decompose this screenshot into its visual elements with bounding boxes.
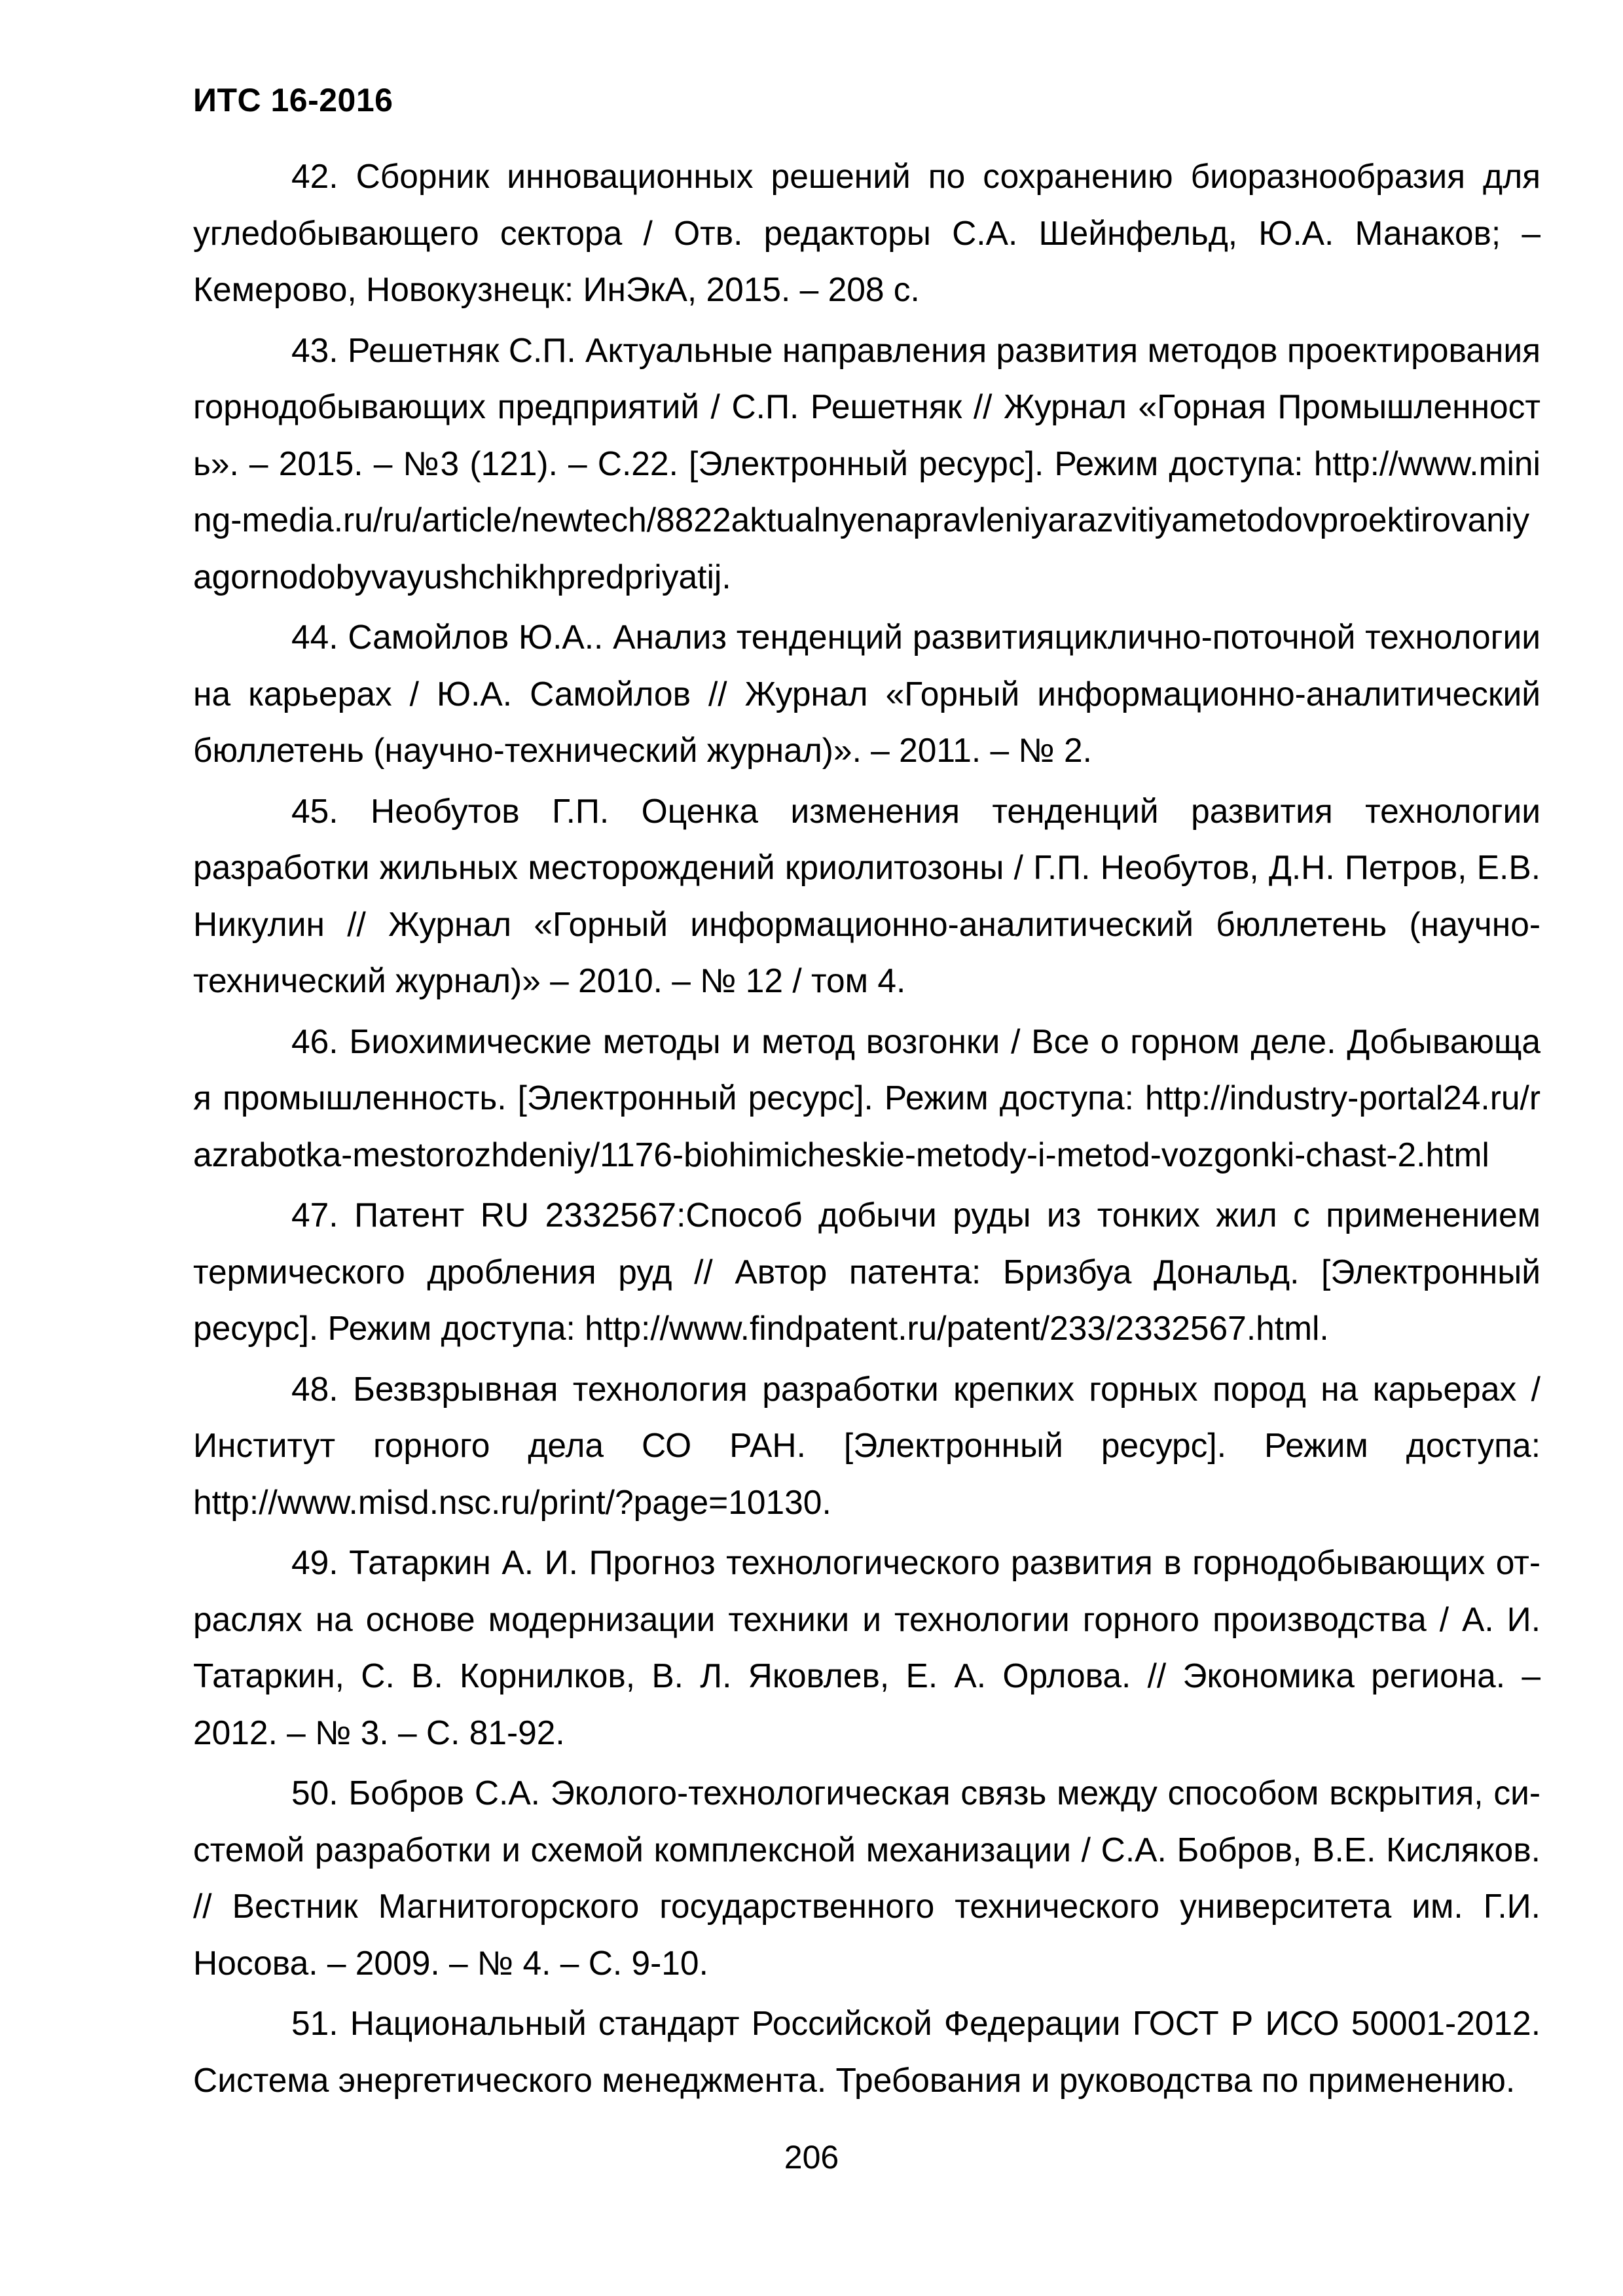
reference-item-51 — [193, 1995, 1541, 2108]
reference-item-45 — [193, 783, 1541, 1009]
reference-text: Бобров С.А. Эколого-технологическая связь между способом вскрытия, системой разработки и схемой комплексной механизации / С.А. Бобров, В.Е. Кисляков. // Вестник Магнитогорского государственного технического университета им. Г.И. Носова. – 2009. – № 4. – С. 9-10. — [193, 1774, 1541, 1982]
reference-text: Сборник инновационных решений по сохранению биоразнообразия для углеdобывающего сектора / Отв. редакторы С.А. Шейнфельд, Ю.А. Манаков; – Кемерово, Новокузнецк: ИнЭкА, 2015. – 208 с. — [193, 157, 1541, 308]
document-code: ИТС 16-2016 — [193, 82, 393, 118]
reference-number: 47. — [291, 1196, 338, 1234]
reference-number: 45. — [291, 791, 338, 830]
reference-item-44 — [193, 609, 1541, 779]
reference-number: 43. — [291, 331, 338, 369]
reference-item-49 — [193, 1534, 1541, 1761]
reference-item-47 — [193, 1187, 1541, 1357]
reference-text: Безвзрывная технология разработки крепких горных пород на карьерах / Институт горного дела СО РАН. [Электронный ресурс]. Режим доступа: http://www.misd.nsc.ru/print/?page=10130. — [193, 1369, 1541, 1521]
reference-item-42 — [193, 148, 1541, 318]
reference-text: Патент RU 2332567:Способ добычи руды из тонких жил с применением термического дробления руд // Автор патента: Бризбуа Дональд. [Электронный ресурс]. Режим доступа: http://www.findpatent.ru/patent/233/2332567.html. — [193, 1196, 1541, 1347]
reference-item-43 — [193, 322, 1541, 605]
reference-number: 51. — [291, 2004, 338, 2042]
reference-number: 49. — [291, 1543, 338, 1581]
reference-text: Биохимические методы и метод возгонки / Все о горном деле. Добывающая промышленность. [Электронный ресурс]. Режим доступа: http://industry-portal24.ru/razrabotka-mestorozhdeniy/1176-biohimicheskie-metody-i-metod-vozgonki-chast-2.html — [193, 1022, 1541, 1174]
reference-text: Татаркин А. И. Прогноз технологического развития в горнодобывающих отраслях на основе модернизации техники и технологии горного производства / А. И. Татаркин, С. В. Корнилков, В. Л. Яковлев, Е. А. Орлова. // Экономика региона. – 2012. – № 3. – С. 81-92. — [193, 1543, 1541, 1751]
reference-number: 48. — [291, 1369, 338, 1408]
page-number: 206 — [784, 2139, 839, 2176]
reference-number: 42. — [291, 157, 338, 195]
reference-item-50 — [193, 1765, 1541, 1991]
reference-item-48 — [193, 1361, 1541, 1531]
reference-number: 44. — [291, 618, 338, 656]
reference-text: Самойлов Ю.А.. Анализ тенденций развитияциклично-поточной технологии на карьерах / Ю.А. Самойлов // Журнал «Горный информационно-аналитический бюллетень (научно-технический журнал)». – 2011. – № 2. — [193, 618, 1541, 769]
reference-number: 46. — [291, 1022, 338, 1060]
reference-list — [193, 148, 1541, 2112]
reference-item-46 — [193, 1013, 1541, 1183]
reference-number: 50. — [291, 1774, 338, 1812]
reference-text: Национальный стандарт Российской Федерации ГОСТ Р ИСО 50001-2012. Система энергетического менеджмента. Требования и руководства по применению. — [193, 2004, 1541, 2099]
reference-text: Решетняк С.П. Актуальные направления развития методов проектирования горнодобывающих предприятий / С.П. Решетняк // Журнал «Горная Промышленность». – 2015. – №3 (121). – С.22. [Электронный ресурс]. Режим доступа: http://www.mining-media.ru/ru/article/newtech/8822aktualnyenapravleniyarazvitiyametodovproektirovaniyagornodobyvayushchikhpredpriyatij. — [193, 331, 1541, 596]
reference-text: Необутов Г.П. Оценка изменения тенденций развития технологии разработки жильных месторождений криолитозоны / Г.П. Необутов, Д.Н. Петров, Е.В. Никулин // Журнал «Горный информационно-аналитический бюллетень (научно-технический журнал)» – 2010. – № 12 / том 4. — [193, 791, 1541, 999]
